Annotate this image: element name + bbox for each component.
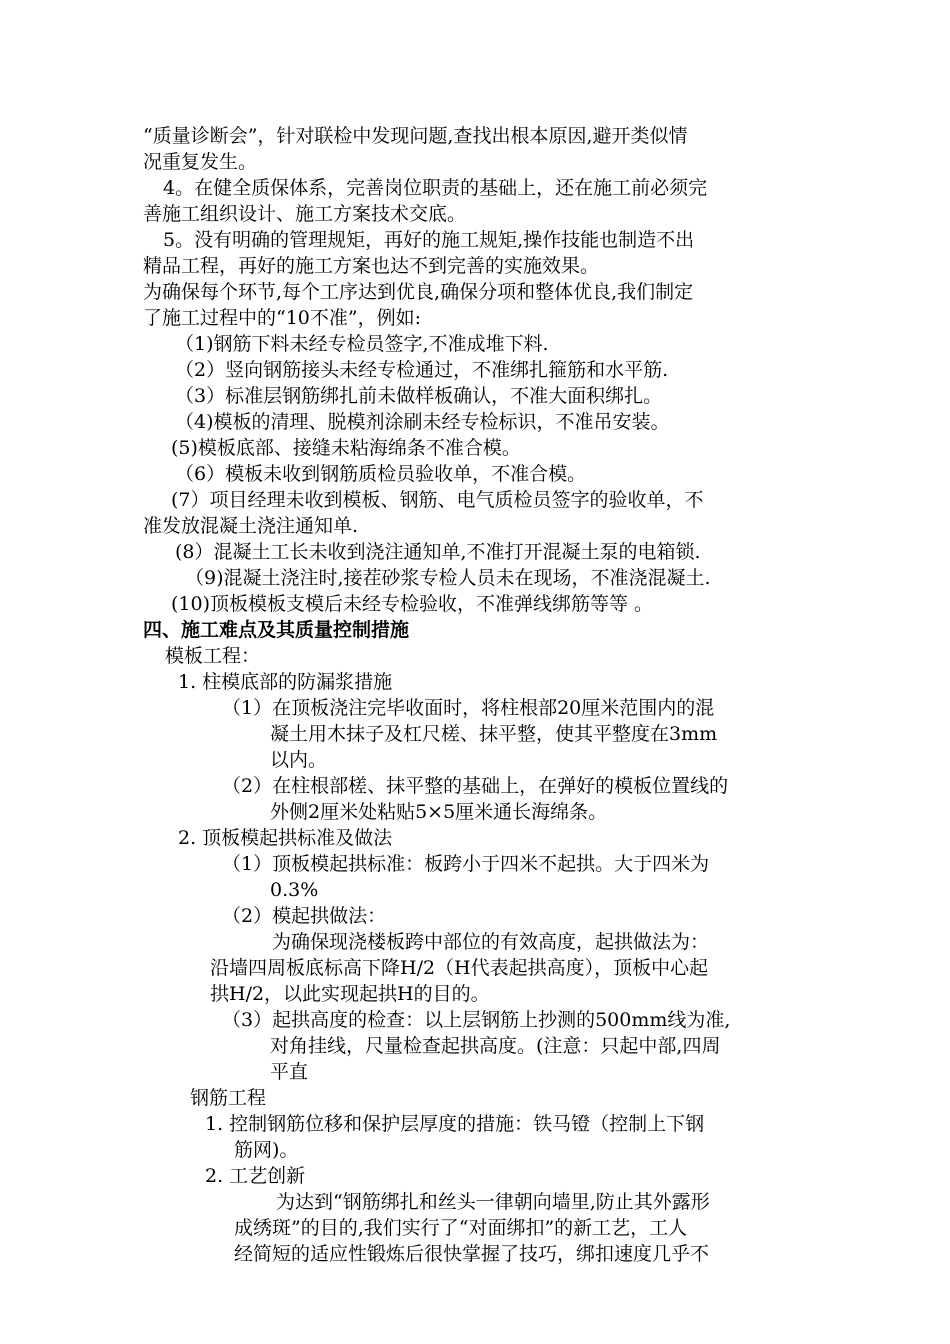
body-text-line: 成绣斑”的目的,我们实行了“对面绑扣”的新工艺，工人 xyxy=(234,1217,688,1239)
numbered-item: 1. 控制钢筋位移和保护层厚度的措施：铁马镫（控制上下钢 xyxy=(205,1113,705,1135)
list-item: (5)模板底部、接缝未粘海绵条不准合模。 xyxy=(171,437,521,459)
body-text-line: 为确保每个环节,每个工序达到优良,确保分项和整体优良,我们制定 xyxy=(143,281,694,303)
body-text-line: 沿墙四周板底标高下降H/2（H代表起拱高度），顶板中心起 xyxy=(210,957,709,979)
body-text-line: 况重复发生。 xyxy=(143,151,258,173)
list-item-continuation: 平直 xyxy=(270,1061,309,1083)
list-item-continuation: 凝土用木抹子及杠尺槎、抹平整，使其平整度在3mm xyxy=(270,723,718,745)
list-item: （3）起拱高度的检查：以上层钢筋上抄测的500mm线为准, xyxy=(222,1009,731,1031)
list-item-continuation: 外侧2厘米处粘贴5×5厘米通长海绵条。 xyxy=(270,801,608,823)
list-item: （3）标准层钢筋绑扎前未做样板确认，不准大面积绑扎。 xyxy=(175,385,663,407)
subsection-title: 模板工程： xyxy=(165,645,261,667)
list-item: (7）项目经理未收到模板、钢筋、电气质检员签字的验收单，不 xyxy=(171,489,704,511)
list-item: （2）模起拱做法： xyxy=(222,905,387,927)
body-text-line: 善施工组织设计、施工方案技术交底。 xyxy=(143,203,467,225)
list-item: （1)钢筋下料未经专检员签字,不准成堆下料. xyxy=(175,333,549,355)
list-item: （9)混凝土浇注时,接茬砂浆专检人员未在现场，不准浇混凝土. xyxy=(185,567,711,589)
list-item: (8）混凝土工长未收到浇注通知单,不准打开混凝土泵的电箱锁. xyxy=(175,541,701,563)
list-item: （6）模板未收到钢筋质检员验收单，不准合模。 xyxy=(175,463,587,485)
body-text-line: “质量诊断会”，针对联检中发现问题,查找出根本原因,避开类似情 xyxy=(143,125,688,147)
numbered-item: 2. 工艺创新 xyxy=(205,1165,306,1187)
body-text-line: 5。没有明确的管理规矩，再好的施工规矩,操作技能也制造不出 xyxy=(163,229,695,251)
body-text-line: 为确保现浇楼板跨中部位的有效高度，起拱做法为： xyxy=(272,931,710,953)
list-item: (10)顶板模板支模后未经专检验收，不准弹线绑筋等等 。 xyxy=(171,593,654,615)
body-text-line: 了施工过程中的“10不准”，例如: xyxy=(143,307,422,329)
list-item: （2）竖向钢筋接头未经专检通过，不准绑扎箍筋和水平筋. xyxy=(175,359,669,381)
list-item-continuation: 筋网)。 xyxy=(234,1139,299,1161)
list-item: （4)模板的清理、脱模剂涂刷未经专检标识，不准吊安装。 xyxy=(175,411,670,433)
subsection-title: 钢筋工程 xyxy=(190,1087,267,1109)
list-item: （1）在顶板浇注完毕收面时，将柱根部20厘米范围内的混 xyxy=(222,697,715,719)
list-item-continuation: 对角挂线，尺量检查起拱高度。(注意：只起中部,四周 xyxy=(270,1035,721,1057)
list-item-continuation: 0.3% xyxy=(270,879,319,901)
list-item-continuation: 以内。 xyxy=(270,749,328,771)
section-heading: 四、施工难点及其质量控制措施 xyxy=(143,619,410,641)
numbered-item: 2. 顶板模起拱标准及做法 xyxy=(178,827,393,849)
numbered-item: 1. 柱模底部的防漏浆措施 xyxy=(178,671,393,693)
list-item: （2）在柱根部槎、抹平整的基础上，在弹好的模板位置线的 xyxy=(222,775,729,797)
body-text-line: 拱H/2，以此实现起拱H的目的。 xyxy=(210,983,490,1005)
body-text-line: 经简短的适应性锻炼后很快掌握了技巧，绑扣速度几乎不 xyxy=(234,1243,710,1265)
body-text-line: 4。在健全质保体系，完善岗位职责的基础上，还在施工前必须完 xyxy=(163,177,708,199)
list-item: （1）顶板模起拱标准：板跨小于四米不起拱。大于四米为 xyxy=(222,853,710,875)
body-text-line: 精品工程，再好的施工方案也达不到完善的实施效果。 xyxy=(143,255,600,277)
list-item: 准发放混凝土浇注通知单. xyxy=(143,515,359,537)
body-text-line: 为达到“钢筋绑扎和丝头一律朝向墙里,防止其外露形 xyxy=(276,1191,710,1213)
